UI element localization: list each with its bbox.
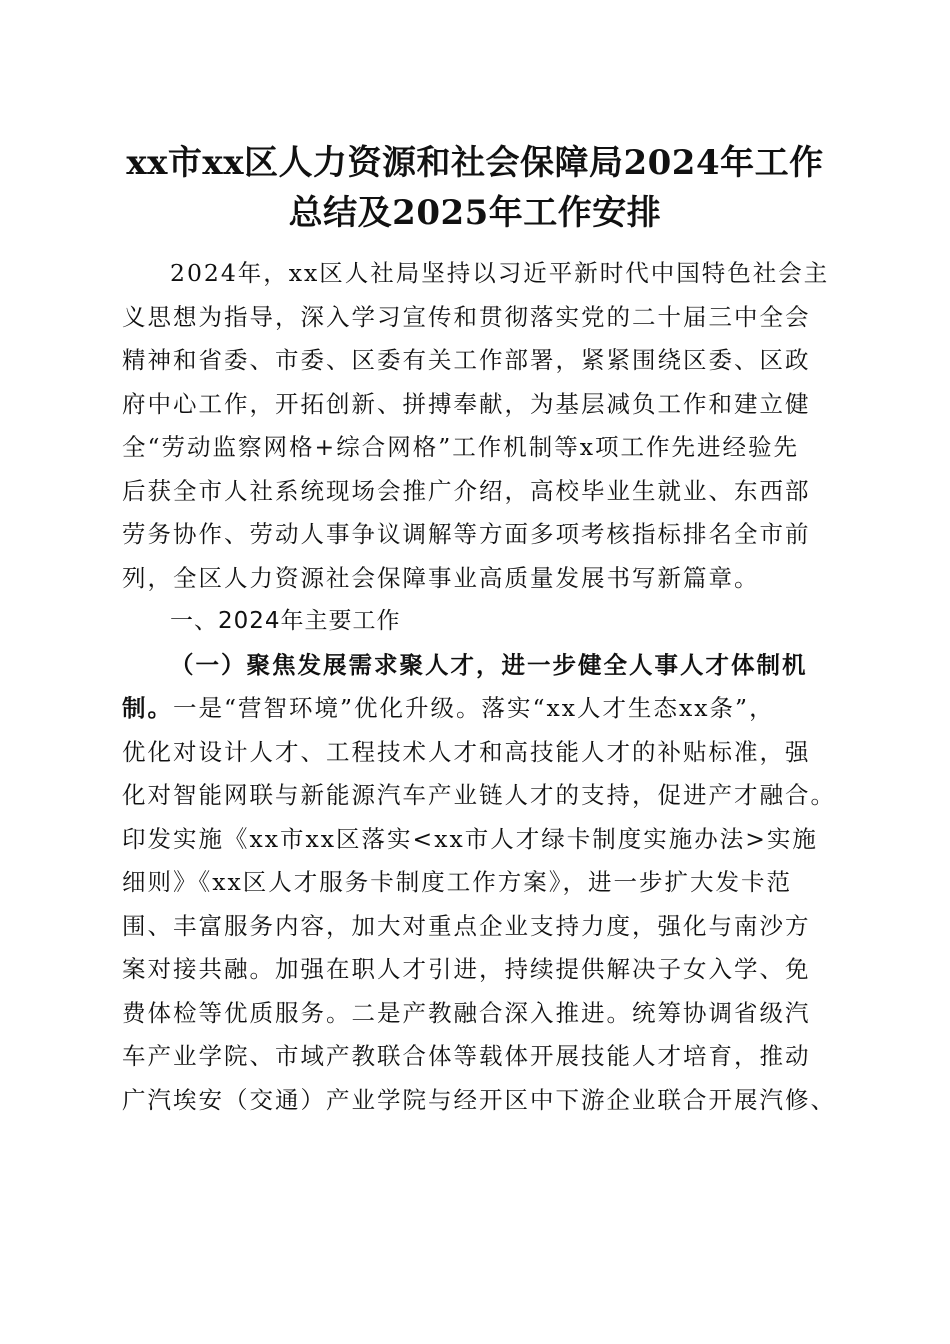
- paragraph-line: 2024年，xx区人社局坚持以习近平新时代中国特色社会主: [170, 259, 830, 287]
- paragraph-line: 劳务协作、劳动人事争议调解等方面多项考核指标排名全市前: [122, 520, 811, 548]
- paragraph-line: 化对智能网联与新能源汽车产业链人才的支持，促进产才融合。: [122, 781, 836, 809]
- paragraph-line: 义思想为指导，深入学习宣传和贯彻落实党的二十届三中全会: [122, 302, 811, 331]
- paragraph-line: 全“劳动监察网格+综合网格”工作机制等x项工作先进经验先: [122, 433, 799, 461]
- document-body: [122, 252, 836, 1122]
- document-title: [110, 138, 840, 238]
- subsection-heading-tail: 制。: [122, 694, 173, 722]
- paragraph-line: [122, 687, 832, 731]
- paragraph-line: 印发实施《xx市xx区落实<xx市人才绿卡制度实施办法>实施: [122, 824, 818, 853]
- section-heading: 一、2024年主要工作: [170, 608, 401, 634]
- paragraph-text: 一是“营智环境”优化升级。落实“xx人才生态xx条”，: [173, 694, 775, 722]
- paragraph-line: 优化对设计人才、工程技术人才和高技能人才的补贴标准，强: [122, 737, 811, 766]
- paragraph-line: 后获全市人社系统现场会推广介绍，高校毕业生就业、东西部: [122, 476, 811, 505]
- paragraph-line: 细则》《xx区人才服务卡制度工作方案》，进一步扩大发卡范: [122, 868, 793, 896]
- paragraph-line: 府中心工作，开拓创新、拼搏奉献，为基层减负工作和建立健: [122, 389, 811, 418]
- title-line: xx市xx区人力资源和社会保障局2024年工作: [126, 143, 824, 183]
- subsection-heading: （一）聚焦发展需求聚人才，进一步健全人事人才体制机: [170, 650, 808, 679]
- paragraph-line: 费体检等优质服务。二是产教融合深入推进。统筹协调省级汽: [122, 998, 811, 1027]
- title-line: 总结及2025年工作安排: [288, 193, 662, 233]
- paragraph-line: 列，全区人力资源社会保障事业高质量发展书写新篇章。: [122, 563, 760, 592]
- paragraph-line: 车产业学院、市域产教联合体等载体开展技能人才培育，推动: [122, 1042, 811, 1070]
- paragraph-line: 广汽埃安（交通）产业学院与经开区中下游企业联合开展汽修、: [122, 1085, 836, 1114]
- paragraph-line: 围、丰富服务内容，加大对重点企业支持力度，强化与南沙方: [122, 911, 811, 940]
- paragraph-line: 案对接共融。加强在职人才引进，持续提供解决子女入学、免: [122, 955, 811, 983]
- paragraph-line: 精神和省委、市委、区委有关工作部署，紧紧围绕区委、区政: [122, 346, 811, 374]
